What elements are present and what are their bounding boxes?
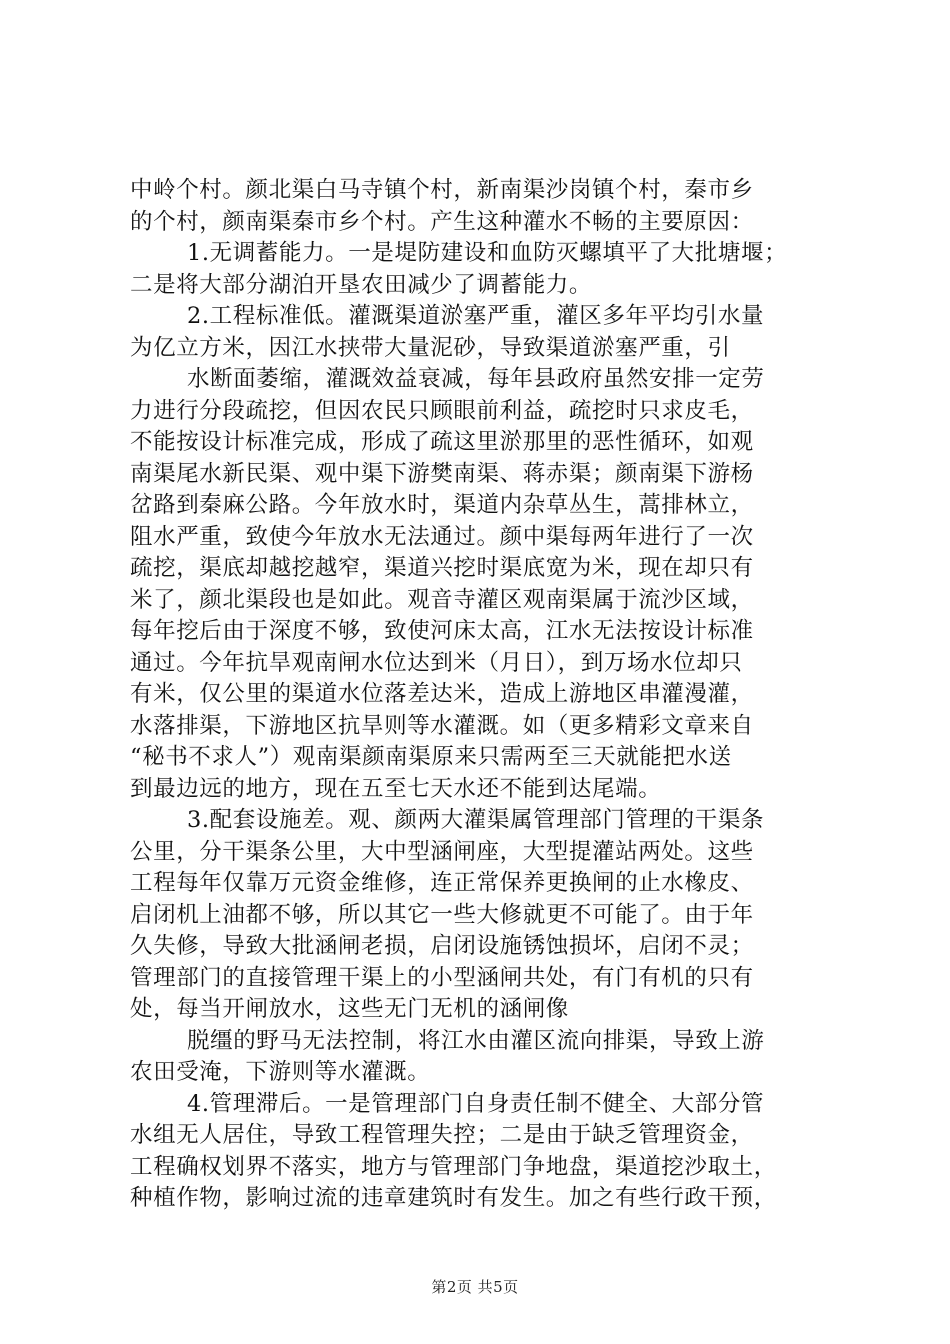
- text-line: 脱缰的野马无法控制，将江水由灌区流向排渠，导致上游: [187, 1027, 765, 1054]
- text-line: 阻水严重，致使今年放水无法通过。颜中渠每两年进行了一次: [130, 523, 754, 550]
- page-footer: 第2页 共5页: [431, 1278, 519, 1296]
- text-line: 每年挖后由于深度不够，致使河床太高，江水无法按设计标准: [130, 618, 754, 644]
- text-line: 启闭机上油都不够，所以其它一些大修就更不可能了。由于年: [130, 901, 754, 928]
- text-line: 种植作物，影响过流的违章建筑时有发生。加之有些行政干预，: [130, 1185, 777, 1211]
- text-line: 为亿立方米，因江水挟带大量泥砂，导致渠道淤塞严重，引: [130, 334, 731, 361]
- text-line: 管理部门的直接管理干渠上的小型涵闸共处，有门有机的只有: [130, 964, 754, 991]
- text-line: 水落排渠，下游地区抗旱则等水灌溉。如（更多精彩文章来自: [130, 712, 754, 739]
- text-line: 1.无调蓄能力。一是堤防建设和血防灭螺填平了大批塘堰；: [187, 240, 788, 266]
- text-line: 的个村，颜南渠秦市乡个村。产生这种灌水不畅的主要原因：: [130, 208, 754, 235]
- text-line: 通过。今年抗旱观南闸水位达到米（月日），到万场水位却只: [130, 649, 743, 676]
- text-line: 工程每年仅靠万元资金维修，连正常保养更换闸的止水橡皮、: [130, 870, 754, 896]
- text-line: 3.配套设施差。观、颜两大灌渠属管理部门管理的干渠条: [187, 807, 765, 833]
- text-line: 二是将大部分湖泊开垦农田减少了调蓄能力。: [130, 271, 593, 298]
- text-line: 处，每当开闸放水，这些无门无机的涵闸像: [130, 996, 569, 1022]
- text-line: 农田受淹，下游则等水灌溉。: [130, 1059, 431, 1085]
- text-line: 水组无人居住，导致工程管理失控；二是由于缺乏管理资金，: [130, 1122, 754, 1148]
- body-text: [130, 175, 830, 1215]
- text-line: 中岭个村。颜北渠白马寺镇个村，新南渠沙岗镇个村，秦市乡: [130, 177, 754, 203]
- text-line: “秘书不求人”）观南渠颜南渠原来只需两至三天就能把水送: [130, 744, 732, 770]
- text-line: 米了，颜北渠段也是如此。观音寺灌区观南渠属于流沙区域，: [130, 586, 754, 613]
- text-line: 水断面萎缩，灌溉效益衰减，每年县政府虽然安排一定劳: [187, 366, 765, 392]
- text-line: 久失修，导致大批涵闸老损，启闭设施锈蚀损坏，启闭不灵；: [130, 933, 754, 959]
- text-line: 不能按设计标准完成，形成了疏这里淤那里的恶性循环，如观: [130, 429, 754, 455]
- text-line: 到最边远的地方，现在五至七天水还不能到达尾端。: [130, 775, 662, 802]
- text-line: 疏挖，渠底却越挖越窄，渠道兴挖时渠底宽为米，现在却只有: [130, 555, 754, 581]
- text-line: 岔路到秦麻公路。今年放水时，渠道内杂草丛生，蒿排林立，: [130, 492, 754, 518]
- text-line: 工程确权划界不落实，地方与管理部门争地盘，渠道挖沙取土，: [130, 1153, 777, 1180]
- text-line: 4.管理滞后。一是管理部门自身责任制不健全、大部分管: [187, 1090, 765, 1117]
- text-line: 力进行分段疏挖，但因农民只顾眼前利益，疏挖时只求皮毛，: [130, 397, 754, 424]
- text-line: 有米，仅公里的渠道水位落差达米，造成上游地区串灌漫灌，: [130, 681, 754, 707]
- text-line: 南渠尾水新民渠、观中渠下游樊南渠、蒋赤渠；颜南渠下游杨: [130, 460, 754, 487]
- text-line: 公里，分干渠条公里，大中型涵闸座，大型提灌站两处。这些: [130, 838, 754, 865]
- text-line: 2.工程标准低。灌溉渠道淤塞严重，灌区多年平均引水量: [187, 303, 765, 329]
